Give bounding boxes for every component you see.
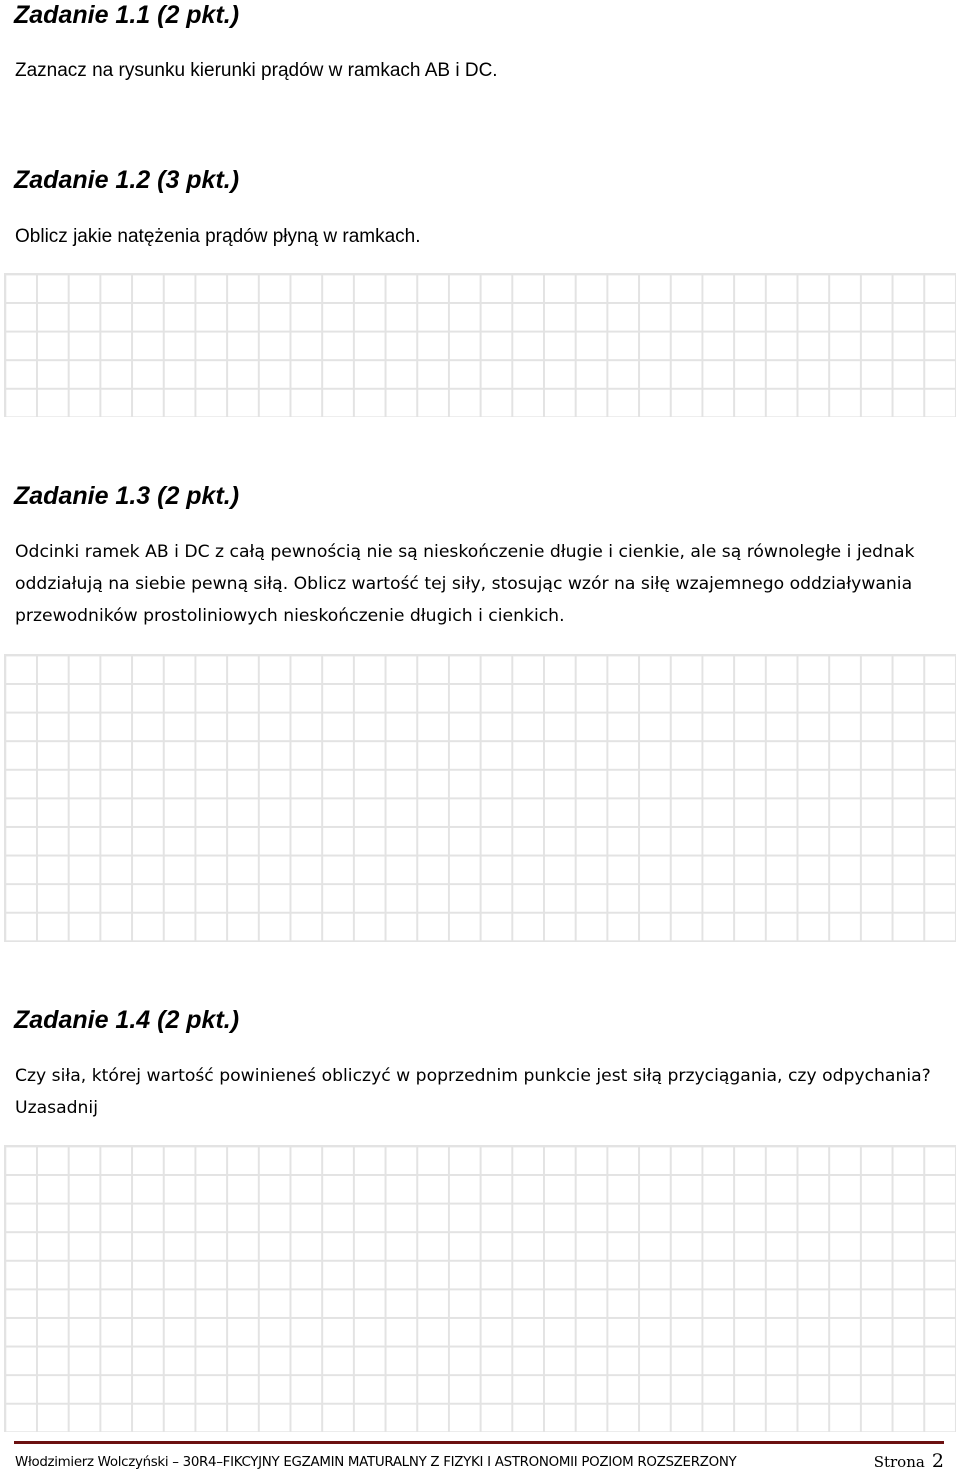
answer-grid-1-2[interactable] bbox=[4, 273, 956, 417]
task-1-2-title: Zadanie 1.2 (3 pkt.) bbox=[14, 166, 240, 194]
task-1-1-title: Zadanie 1.1 (2 pkt.) bbox=[14, 1, 240, 29]
page-label: Strona bbox=[873, 1453, 925, 1471]
footer-divider bbox=[14, 1441, 944, 1444]
footer-page bbox=[874, 1450, 944, 1472]
footer-author-exam: Włodzimierz Wolczyński – 30R4–FIKCYJNY EGZAMIN MATURALNY Z FIZYKI I ASTRONOMII POZIOM ROZSZERZONY bbox=[15, 1455, 737, 1470]
answer-grid-1-4[interactable] bbox=[4, 1145, 956, 1432]
task-1-3-title: Zadanie 1.3 (2 pkt.) bbox=[14, 482, 240, 510]
task-1-1-text: Zaznacz na rysunku kierunki prądów w ramkach AB i DC. bbox=[15, 60, 498, 81]
task-1-4-text: Czy siła, której wartość powinieneś obliczyć w poprzednim punkcie jest siłą przyciągania, czy odpychania? Uzasadnij bbox=[15, 1066, 931, 1118]
task-1-2-text: Oblicz jakie natężenia prądów płyną w ramkach. bbox=[15, 226, 421, 247]
task-1-3-text: Odcinki ramek AB i DC z całą pewnością nie są nieskończenie długie i cienkie, ale są równoległe i jednak oddziałują na siebie pewną siłą. Oblicz wartość tej siły, stosując wzór na siłę wzajemnego oddziaływania przewodników prostoliniowych nieskończenie długich i cienkich. bbox=[15, 542, 915, 626]
page-number: 2 bbox=[931, 1450, 944, 1472]
answer-grid-1-3[interactable] bbox=[4, 654, 956, 942]
task-1-4-title: Zadanie 1.4 (2 pkt.) bbox=[14, 1006, 240, 1034]
